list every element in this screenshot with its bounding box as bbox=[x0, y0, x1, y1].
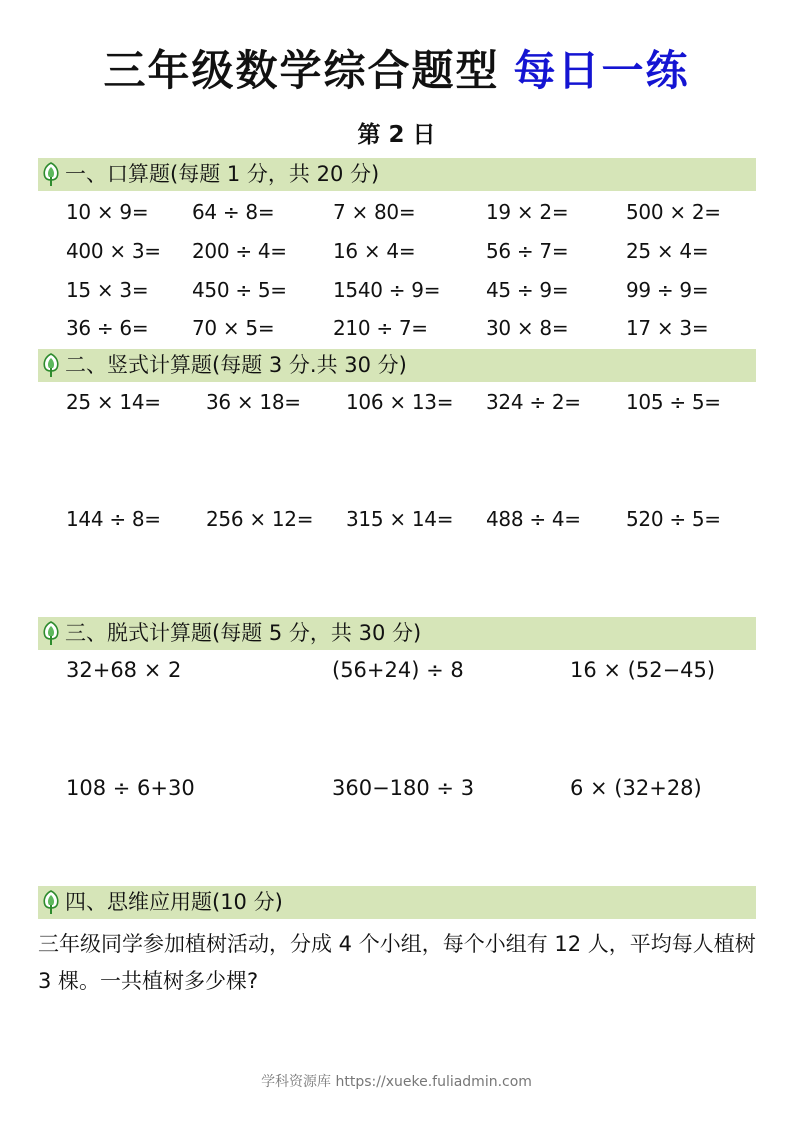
problem-item: 200 ÷ 4= bbox=[192, 239, 287, 263]
problem-item: 106 × 13= bbox=[346, 390, 454, 414]
section-header-vertical bbox=[38, 349, 756, 382]
problem-item: 25 × 14= bbox=[66, 390, 161, 414]
section-header-application bbox=[38, 886, 756, 919]
footer-source: 学科资源库 https://xueke.fuliadmin.com bbox=[261, 1074, 532, 1090]
day-label: 第 2 日 bbox=[357, 122, 436, 148]
problem-item: 30 × 8= bbox=[486, 316, 569, 340]
problem-item: 32+68 × 2 bbox=[66, 658, 182, 682]
problem-item: 324 ÷ 2= bbox=[486, 390, 581, 414]
section-title: 三、脱式计算题(每题 5 分，共 30 分) bbox=[65, 621, 422, 645]
problem-item: 70 × 5= bbox=[192, 316, 275, 340]
title-main: 三年级数学综合题型 bbox=[103, 46, 500, 95]
problem-item: 17 × 3= bbox=[626, 316, 709, 340]
problem-item: 210 ÷ 7= bbox=[333, 316, 428, 340]
tree-icon bbox=[41, 890, 61, 915]
tree-icon bbox=[41, 353, 61, 378]
title-accent: 每日一练 bbox=[513, 46, 690, 95]
problem-item: 36 × 18= bbox=[206, 390, 301, 414]
section-title: 二、竖式计算题(每题 3 分.共 30 分) bbox=[65, 353, 407, 377]
problem-item: 15 × 3= bbox=[66, 278, 149, 302]
problem-item: 500 × 2= bbox=[626, 200, 721, 224]
problem-item: 25 × 4= bbox=[626, 239, 709, 263]
section-header-stepwise bbox=[38, 617, 756, 650]
problem-item: 99 ÷ 9= bbox=[626, 278, 709, 302]
problem-item: 256 × 12= bbox=[206, 507, 314, 531]
problem-item: 36 ÷ 6= bbox=[66, 316, 149, 340]
page-title bbox=[0, 38, 793, 98]
problem-item: 10 × 9= bbox=[66, 200, 149, 224]
tree-icon bbox=[41, 621, 61, 646]
problem-item: 45 ÷ 9= bbox=[486, 278, 569, 302]
problem-item: 400 × 3= bbox=[66, 239, 161, 263]
tree-icon bbox=[41, 162, 61, 187]
problem-item: 144 ÷ 8= bbox=[66, 507, 161, 531]
problem-item: 64 ÷ 8= bbox=[192, 200, 275, 224]
section-title: 一、口算题(每题 1 分，共 20 分) bbox=[65, 162, 380, 186]
problem-item: 16 × (52−45) bbox=[570, 658, 716, 682]
problem-item: 520 ÷ 5= bbox=[626, 507, 721, 531]
problem-item: 360−180 ÷ 3 bbox=[332, 776, 475, 800]
section-header-oral bbox=[38, 158, 756, 191]
word-problem: 三年级同学参加植树活动，分成 4 个小组，每个小组有 12 人，平均每人植树 3 棵。一共植树多少棵? bbox=[38, 932, 756, 993]
problem-item: 105 ÷ 5= bbox=[626, 390, 721, 414]
problem-item: 108 ÷ 6+30 bbox=[66, 776, 195, 800]
problem-item: 56 ÷ 7= bbox=[486, 239, 569, 263]
problem-item: 315 × 14= bbox=[346, 507, 454, 531]
problem-item: 16 × 4= bbox=[333, 239, 416, 263]
problem-item: 19 × 2= bbox=[486, 200, 569, 224]
problem-item: (56+24) ÷ 8 bbox=[332, 658, 464, 682]
section-title: 四、思维应用题(10 分) bbox=[65, 890, 283, 914]
problem-item: 1540 ÷ 9= bbox=[333, 278, 441, 302]
problem-item: 7 × 80= bbox=[333, 200, 416, 224]
problem-item: 450 ÷ 5= bbox=[192, 278, 287, 302]
problem-item: 6 × (32+28) bbox=[570, 776, 702, 800]
problem-item: 488 ÷ 4= bbox=[486, 507, 581, 531]
